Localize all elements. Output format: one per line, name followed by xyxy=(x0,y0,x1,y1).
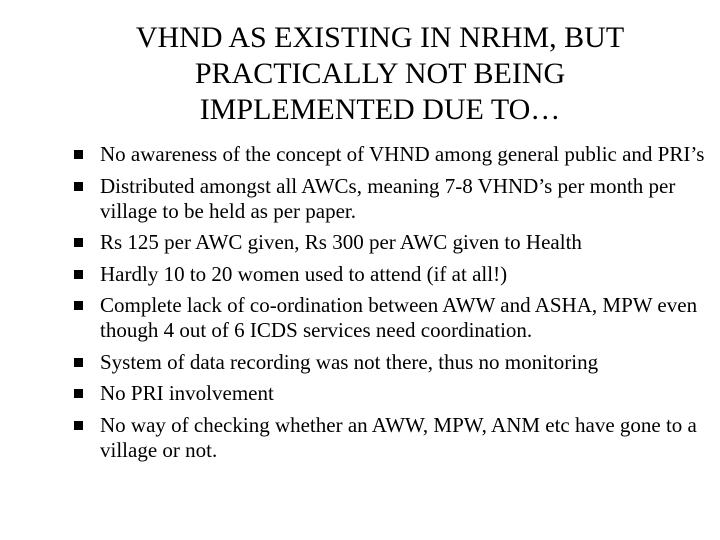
bullet-item-pri xyxy=(74,381,714,406)
bullet-text: Hardly 10 to 20 women used to attend (if at all!) xyxy=(100,261,508,286)
bullet-item-coordination xyxy=(74,293,714,343)
bullet-item-attendance xyxy=(74,262,714,287)
square-bullet-icon xyxy=(74,421,83,430)
bullet-list xyxy=(74,142,714,469)
bullet-text: Complete lack of co-ordination between AWW and ASHA, MPW even though 4 out of 6 ICDS services need coordination. xyxy=(100,293,698,342)
square-bullet-icon xyxy=(74,301,83,310)
bullet-text: Distributed amongst all AWCs, meaning 7-8 VHND’s per month per village to be held as per paper. xyxy=(100,173,676,223)
bullet-item-distribution xyxy=(74,174,714,224)
bullet-item-data-recording xyxy=(74,350,714,375)
title-line-2: PRACTICALLY NOT BEING xyxy=(194,57,566,90)
square-bullet-icon xyxy=(74,150,83,159)
bullet-text: No PRI involvement xyxy=(100,381,274,405)
bullet-item-awareness xyxy=(74,142,714,167)
bullet-item-checking xyxy=(74,413,714,463)
square-bullet-icon xyxy=(74,389,83,398)
bullet-item-funding xyxy=(74,230,714,255)
bullet-text: No awareness of the concept of VHND among general public and PRI’s xyxy=(100,142,705,166)
square-bullet-icon xyxy=(74,358,83,367)
square-bullet-icon xyxy=(74,238,83,247)
slide-title xyxy=(60,20,700,128)
square-bullet-icon xyxy=(74,182,83,191)
title-line-3: IMPLEMENTED DUE TO… xyxy=(199,93,561,126)
title-line-1: VHND AS EXISTING IN NRHM, BUT xyxy=(135,21,625,54)
bullet-text: Rs 125 per AWC given, Rs 300 per AWC given to Health xyxy=(100,230,582,254)
bullet-text: System of data recording was not there, thus no monitoring xyxy=(100,349,599,374)
square-bullet-icon xyxy=(74,270,83,279)
bullet-text: No way of checking whether an AWW, MPW, ANM etc have gone to a village or not. xyxy=(100,412,697,462)
